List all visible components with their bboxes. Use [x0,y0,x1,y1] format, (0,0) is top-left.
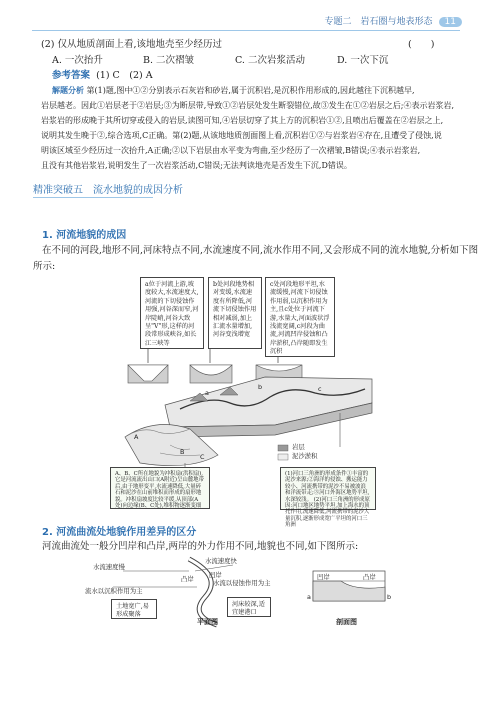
note-box-delta [280,467,376,529]
analysis-line-1: 第(1)题,图中①②分别表示石灰岩和砂岩,属于沉积岩,是沉积作用形成的,因此越往下沉积越早, [86,86,415,95]
river-block-diagram [165,377,372,437]
note-box-port: 河床较深,适宜建港口 [227,597,271,617]
analysis-label: 解题分析 [52,85,84,95]
label-fan-C: C [200,453,205,461]
meander-figure [85,557,415,627]
note-box-c: c处河段地形平坦,水流缓慢,河流下切侵蚀作用弱,以沉积作用为主,且c处位于河流下游,水量大,河面波状浮浅流宽阔,c河段为曲流,河流凹岸侵蚀和凸岸淤积,凸岸随即发生沉积 [265,277,335,357]
section1-intro-2: 所示: [33,261,56,272]
concave-bank-label: 凹岸 [209,571,222,579]
section2-title: 2. 河流曲流处地貌作用差异的区分 [42,527,197,538]
note-box-alluvial-fan: A、B、C所在地貌为冲积扇(洪积扇),它是河流流出山口(A附近)呈山麓地带后,由于地形变平,水流速降低,大量碎石和泥沙在山前堆积而形成的扇形地貌。冲积扇坡度比较平缓,从顶部(A处)向边缘(B、C处),堆积物逐渐变细 [110,467,210,509]
answer-paren: ( ) [408,39,435,50]
note-box-flat-land: 土地宽广,易形成聚落 [111,599,157,619]
section1-intro-1: 在不同的河段,地形不同,河床特点不同,水流速度不同,流水作用不同,又会形成不同的流水地貌,分析如下图 [42,245,479,256]
section-b-label: b [387,593,392,601]
analysis-line-5: 明该区域至少经历过一次抬升,A正确;②以下岩层由水平变为弯曲,至少经历了一次褶皱,B错误;④表示岩浆岩, [41,146,421,155]
legend-rock-label: 岩层 [292,443,305,451]
label-a: a [205,389,209,397]
legend-sediment-label: 泥沙淤积 [292,452,318,460]
speed-slow-label: 水流速度慢 [93,563,125,571]
convex-bank-label: 凸岸 [181,575,194,583]
page-number: 11 [439,17,462,27]
legend-rock-swatch [278,445,288,451]
note-box-b: b处河段地势相对变缓,水流速度有所降低,河流下切侵蚀作用相对减弱,加上汇流水量增加,河谷变浅增宽 [208,277,262,349]
legend-sediment-swatch [278,454,288,460]
section-view-caption: 剖面图 [336,618,357,626]
breakthrough-rule [33,197,153,198]
deposition-label: 流水以沉积作用为主 [85,587,143,595]
option-d: D. 一次下沉 [337,55,389,66]
label-fan-A: A [134,433,139,441]
valley-section-b [190,365,232,383]
valley-section-a [128,365,168,383]
analysis-line-4: 说明其发生晚于②,综合选项,C正确。第(2)题,从该地地质剖面图上看,沉积岩①②与岩浆岩④存在,且遭受了侵蚀,说 [41,131,442,140]
section-convex-label: 凸岸 [363,573,376,581]
header-rule [32,30,460,31]
analysis-line-6: 且没有其他岩浆岩,说明发生了一次岩浆活动,C错误;无法判读地壳是否发生下沉,D错误。 [41,161,352,170]
section-concave-label: 凹岸 [317,573,330,581]
erosion-label: 水流以侵蚀作用为主 [213,579,271,587]
question-stem: (2) 仅从地质剖面上看,该地地壳至少经历过 [41,39,222,50]
analysis-line-2: 岩层越老。因此①岩层老于②岩层;③为断层带,导致①②岩层处发生断裂错位,故③发生在①②岩层之后;④表示岩浆岩, [41,101,455,110]
breakthrough-title: 精准突破五 流水地貌的成因分析 [33,185,183,196]
option-c: C. 二次岩浆活动 [235,55,305,66]
answer-row [52,69,153,82]
answer-label: 参考答案 [52,70,91,81]
label-fan-B: B [180,448,185,456]
plan-view-caption: 平面图 [197,618,218,626]
running-header [325,14,480,28]
option-a: A. 一次抬升 [52,55,103,66]
label-b: b [258,383,263,391]
delta-text-2: (2)河口三角洲的形成原因:河口地区地势平坦,加上海水的顶托作用,流速降低,河流携带的泥沙大量沉积,逐渐形成宽广平坦的河口三角洲 [285,496,370,529]
section-a-label: a [307,593,311,601]
fluvial-landforms-figure [110,277,380,529]
label-c: c [318,385,322,393]
chapter-title: 专题二 岩石圈与地表形态 [324,17,433,27]
analysis-line-3: 岩浆岩的形成晚于其所切穿或侵入的岩层,读图可知,④岩层切穿了其上方的沉积岩①②,且喷出后覆盖在②岩层之上, [41,116,444,125]
section2-intro: 河流曲流处一般分凹岸和凸岸,两岸的外力作用不同,地貌也不同,如下图所示: [42,541,359,552]
option-b: B. 二次褶皱 [143,55,195,66]
answer-text: (1) C (2) A [96,70,153,81]
note-box-a: a位于河流上游,坡度较大,水流速度大,河流的下切侵蚀作用强,河谷深而窄,河岸陡峭,河谷大致呈"V"形,这样的河段常形成峡谷,如长江三峡等 [140,277,204,349]
speed-fast-label: 水流速度快 [205,557,237,565]
delta-text-1: (1)河口三角洲的形成条件①丰富的泥沙来源;②海洋的侵蚀、搬运能力较小、河流携带的泥沙不易被波浪和洋流带走;③河口外海区地势平坦,水深较浅。 [285,471,370,503]
analysis-block [41,85,462,171]
section1-title: 1. 河流地貌的成因 [42,230,127,241]
